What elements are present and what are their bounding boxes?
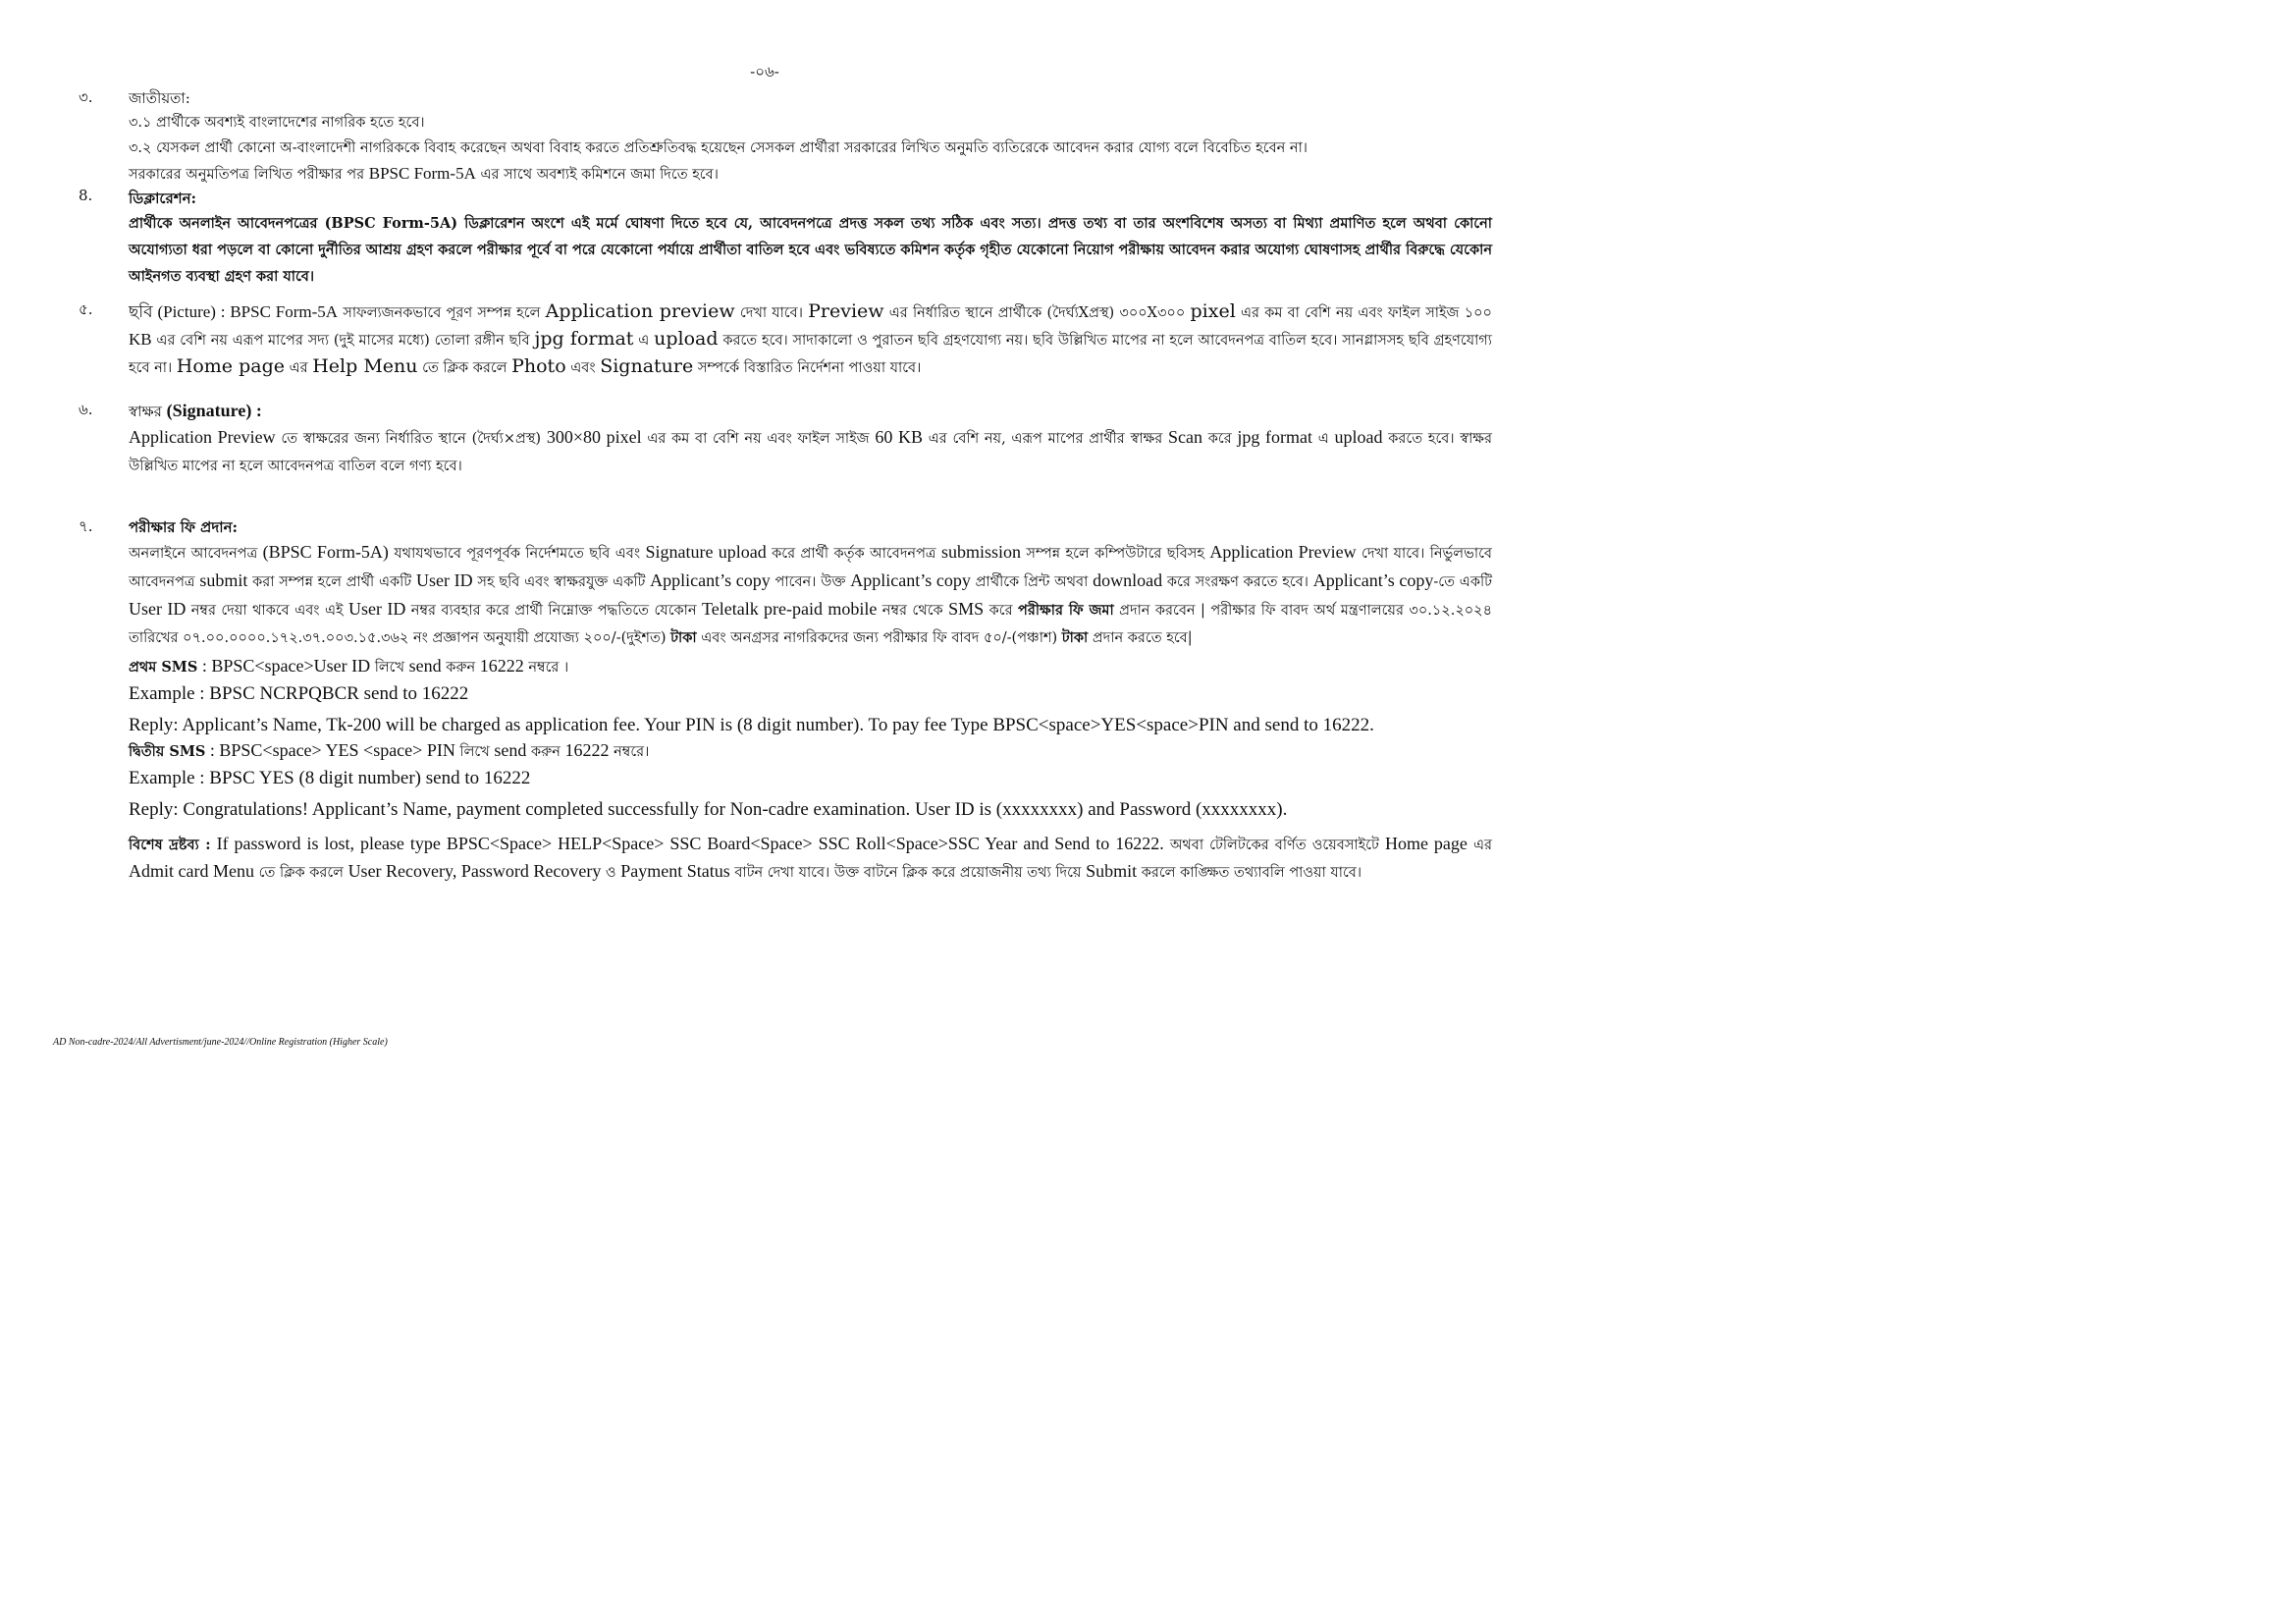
paragraph-3-3: [129, 161, 1492, 188]
section-picture: [79, 298, 1492, 381]
text-run: Preview: [808, 300, 884, 322]
text-run: : BPSC<space> YES <space> PIN: [205, 740, 455, 760]
section-body: [129, 187, 1492, 290]
text-run: করুন: [441, 660, 480, 676]
text-run: 16222: [564, 740, 610, 760]
text-run: send: [494, 740, 527, 760]
text-run: পরীক্ষার ফি জমা: [1018, 602, 1114, 619]
text-run: করতে হবে। স্বাক্ষর উল্লিখিত মাপের না হলে আবেদনপত্র বাতিল বলে গণ্য হবে।: [129, 431, 1493, 474]
section-nationality: [79, 86, 1492, 188]
text-run: Application Preview: [129, 427, 276, 447]
text-run: User Recovery, Password Recovery: [347, 861, 602, 881]
text-run: Submit: [1086, 861, 1138, 881]
text-run: প্রদান করবেন | পরীক্ষার ফি বাবদ অর্থ মন্ত্রণালয়ের ৩০.১২.২০২৪ তারিখের ০৭.০০.০০০০.১৭২.৩৭.০০৩.১৫.৩৬২ নং প্রজ্ঞাপন অনুযায়ী প্রযোজ্য ২০০/-(দুইশত): [129, 603, 1493, 646]
text-run: upload: [654, 328, 719, 350]
text-run: send: [408, 656, 442, 676]
text-run: BPSC Form-5A: [368, 164, 476, 183]
text-run: এর কম বা বেশি নয় এবং ফাইল সাইজ ১০০: [1235, 305, 1492, 321]
text-run: সম্পন্ন হলে কম্পিউটারে ছবিসহ: [1021, 546, 1210, 562]
second-sms-instruction: [129, 738, 1492, 764]
text-run: 60 KB: [875, 427, 923, 447]
text-run: Applicant’s copy: [850, 570, 971, 590]
text-run: নম্বর থেকে: [877, 603, 949, 619]
text-run: Help Menu: [312, 355, 418, 377]
text-run: SMS: [948, 599, 985, 619]
section-title: পরীক্ষার ফি প্রদান:: [129, 518, 239, 536]
text-run: করে প্রার্থী কর্তৃক আবেদনপত্র: [766, 546, 941, 562]
text-run: দ্বিতীয় SMS: [129, 743, 206, 760]
text-run: Applicant’s copy: [650, 570, 771, 590]
text-run: এ: [633, 333, 655, 349]
fee-instructions: [129, 539, 1492, 652]
text-run: submission: [940, 542, 1022, 562]
text-run: টাকা: [670, 629, 697, 646]
text-run: বিশেষ দ্রষ্টব্য :: [129, 837, 211, 853]
section-number: ৬.: [79, 401, 93, 418]
text-run: বাটন দেখা যাবে। উক্ত বাটনে ক্লিক করে প্রয়োজনীয় তথ্য দিয়ে: [729, 865, 1087, 881]
text-run: টাকা: [1061, 629, 1089, 646]
text-run: User ID: [129, 599, 187, 619]
text-run: লিখে: [370, 660, 409, 676]
text-run: Payment Status: [620, 861, 730, 881]
first-sms-instruction: [129, 654, 1492, 679]
signature-text: [129, 423, 1492, 480]
text-run: তে ক্লিক করলে: [253, 865, 348, 881]
text-run: KB: [129, 330, 152, 349]
text-run: Home page: [176, 355, 285, 377]
text-run: করে সংরক্ষণ করতে হবে।: [1162, 574, 1313, 590]
section-exam-fee: [79, 515, 1492, 886]
text-run: Applicant’s copy: [1312, 570, 1434, 590]
text-run: করে: [984, 603, 1019, 619]
text-run: -তে একটি: [1433, 574, 1493, 590]
section-title: ডিক্লারেশন:: [129, 189, 197, 207]
paragraph-3-2: ৩.২ যেসকল প্রার্থী কোনো অ-বাংলাদেশী নাগরিককে বিবাহ করেছেন অথবা বিবাহ করতে প্রতিশ্রুতিবদ্ধ হয়েছেন সেসকল প্রার্থীরা সরকারের লিখিত অনুমতি ব্যতিরেকে আবেদন করার যোগ্য বলে বিবেচিত হবেন না।: [129, 140, 1308, 156]
text-run: 300×80 pixel: [546, 427, 642, 447]
first-sms-example: Example : BPSC NCRPQBCR send to 16222: [129, 683, 469, 704]
text-run: সহ ছবি এবং স্বাক্ষরযুক্ত একটি: [472, 574, 651, 590]
text-run: এ: [1312, 431, 1335, 447]
text-run: Home page: [1384, 834, 1468, 853]
text-run: (Signature) :: [166, 401, 262, 420]
footer-reference: AD Non-cadre-2024/All Advertisment/june-2024//Online Registration (Higher Scale): [53, 1037, 388, 1048]
text-run: : BPSC<space>User ID: [197, 656, 371, 676]
second-sms-reply: Reply: Congratulations! Applicant’s Name, payment completed successfully for Non-cadre examination. User ID is (xxxxxxxx) and Password (xxxxxxxx).: [129, 799, 1288, 820]
text-run: করে: [1202, 431, 1238, 447]
text-run: এবং: [565, 360, 601, 376]
text-run: প্রার্থীকে প্রিন্ট অথবা: [970, 574, 1094, 590]
text-run: jpg format: [534, 328, 634, 350]
text-run: upload: [1334, 427, 1383, 447]
text-run: সরকারের অনুমতিপত্র লিখিত পরীক্ষার পর: [129, 167, 369, 183]
text-run: Application preview: [545, 300, 735, 322]
text-run: প্রদান করতে হবে|: [1088, 630, 1193, 646]
text-run: নম্বরে।: [609, 744, 650, 760]
section-body: [129, 399, 1492, 480]
text-run: pixel: [1190, 300, 1236, 322]
text-run: লিখে: [454, 744, 495, 760]
text-run: নম্বরে ।: [523, 660, 569, 676]
text-run: অনলাইনে আবেদনপত্র: [129, 546, 263, 562]
section-number: 8.: [79, 187, 93, 204]
text-run: User ID: [415, 570, 473, 590]
text-run: যথাযথভাবে পূরণপূর্বক নির্দেশমতে ছবি এবং: [388, 546, 646, 562]
text-run: Admit card Menu: [129, 861, 254, 881]
text-run: এর: [285, 360, 313, 376]
text-run: করুন: [526, 744, 565, 760]
page-number: -০৬-: [750, 63, 779, 81]
section-body: [129, 515, 1492, 886]
text-run: এর বেশি নয় এরূপ মাপের সদ্য (দুই মাসের মধ্যে) তোলা রঙ্গীন ছবি: [151, 333, 535, 349]
first-sms-reply: Reply: Applicant’s Name, Tk-200 will be charged as application fee. Your PIN is (8 digit number). To pay fee Type BPSC<space>YES<space>PIN and send to 16222.: [129, 715, 1374, 735]
text-run: দেখা যাবে।: [734, 305, 809, 321]
special-note: [129, 831, 1492, 886]
text-run: স্বাক্ষর: [129, 403, 167, 420]
text-run: ছবি (Picture) : BPSC Form-5A: [129, 302, 339, 321]
second-sms-example: Example : BPSC YES (8 digit number) send to 16222: [129, 768, 531, 788]
section-number: ৩.: [79, 88, 93, 106]
text-run: Application Preview: [1209, 542, 1357, 562]
section-signature: [79, 399, 1492, 480]
paragraph-3-1: ৩.১ প্রার্থীকে অবশ্যই বাংলাদেশের নাগরিক হতে হবে।: [129, 115, 425, 131]
text-run: এর বেশি নয়, এরূপ মাপের প্রার্থীর স্বাক্ষর: [923, 431, 1168, 447]
text-run: সম্পর্কে বিস্তারিত নির্দেশনা পাওয়া যাবে।: [693, 360, 922, 376]
section-title: [129, 399, 1492, 423]
text-run: সাফল্যজনকভাবে পূরণ সম্পন্ন হলে: [338, 305, 546, 321]
text-run: অথবা টেলিটকের বর্ণিত ওয়েবসাইটে: [1163, 838, 1385, 853]
text-run: তে ক্লিক করলে: [417, 360, 512, 376]
text-run: পাবেন। উক্ত: [770, 574, 851, 590]
declaration-text: প্রার্থীকে অনলাইন আবেদনপত্রের (BPSC Form-5A) ডিক্লারেশন অংশে এই মর্মে ঘোষণা দিতে হবে যে, আবেদনপত্রে প্রদত্ত সকল তথ্য সঠিক এবং সত্য। প্রদত্ত তথ্য বা তার অংশবিশেষ অসত্য বা মিথ্যা প্রমাণিত হলে অথবা কোনো অযোগ্যতা ধরা পড়লে বা কোনো দুর্নীতির আশ্রয় গ্রহণ করলে পরীক্ষার পূর্বে বা পরে যেকোনো পর্যায়ে প্রার্থীতা বাতিল হবে এবং ভবিষ্যতে কমিশন কর্তৃক গৃহীত যেকোনো নিয়োগ পরীক্ষায় আবেদন করার অযোগ্য ঘোষণাসহ প্রার্থীর বিরুদ্ধে যেকোন আইনগত ব্যবস্থা গ্রহণ করা যাবে।: [129, 215, 1492, 285]
text-run: করলে কাঙ্ক্ষিত তথ্যাবলি পাওয়া যাবে।: [1137, 865, 1362, 881]
text-run: তে স্বাক্ষরের জন্য নির্ধারিত স্থানে (দৈর্ঘ্য×প্রস্থ): [275, 431, 547, 447]
text-run: Signature: [600, 355, 694, 377]
text-run: দেখা যাবে। নির্ভুলভাবে আবেদনপত্র: [129, 546, 1493, 590]
text-run: নম্বর ব্যবহার করে প্রার্থী নিম্নোক্ত পদ্ধতিতে যেকোন: [405, 603, 702, 619]
text-run: Scan: [1168, 427, 1202, 447]
text-run: ও: [601, 865, 621, 881]
text-run: If password is lost, please type BPSC<Space> HELP<Space> SSC Board<Space> SSC Roll<Space>SSC Year and Send to 16222.: [210, 834, 1164, 853]
text-run: এবং অনগ্রসর নাগরিকদের জন্য পরীক্ষার ফি বাবদ ৫০/-(পঞ্চাশ): [696, 630, 1062, 646]
text-run: 16222: [479, 656, 524, 676]
text-run: এর সাথে অবশ্যই কমিশনে জমা দিতে হবে।: [475, 167, 719, 183]
text-run: করা সম্পন্ন হলে প্রার্থী একটি: [247, 574, 416, 590]
text-run: User ID: [348, 599, 406, 619]
text-run: প্রথম SMS: [129, 659, 198, 676]
text-run: এর কম বা বেশি নয় এবং ফাইল সাইজ: [641, 431, 876, 447]
text-run: submit: [199, 570, 248, 590]
picture-text: [129, 298, 1492, 381]
section-title: জাতীয়তা:: [129, 89, 190, 107]
text-run: করতে হবে। সাদাকালো ও পুরাতন ছবি গ্রহণযোগ্য নয়। ছবি উল্লিখিত মাপের না হলে আবেদনপত্র বাতিল হবে। সানগ্লাসসহ ছবি গ্রহণযোগ্য হবে না।: [129, 333, 1493, 376]
text-run: এর: [1467, 838, 1492, 853]
text-run: (BPSC Form-5A): [262, 542, 389, 562]
text-run: Teletalk pre-paid mobile: [702, 599, 878, 619]
text-run: নম্বর দেয়া থাকবে এবং এই: [186, 603, 349, 619]
section-body: [129, 298, 1492, 381]
section-number: ৫.: [79, 300, 93, 318]
text-run: download: [1093, 570, 1163, 590]
text-run: এর নির্ধারিত স্থানে প্রার্থীকে (দৈর্ঘ্যXপ্রস্থ) ৩০০X৩০০: [883, 305, 1191, 321]
section-declaration: [79, 187, 1492, 290]
section-number: ৭.: [79, 517, 93, 535]
text-run: jpg format: [1237, 427, 1313, 447]
text-run: Signature upload: [645, 542, 767, 562]
section-body: [129, 86, 1492, 188]
text-run: Photo: [511, 355, 566, 377]
